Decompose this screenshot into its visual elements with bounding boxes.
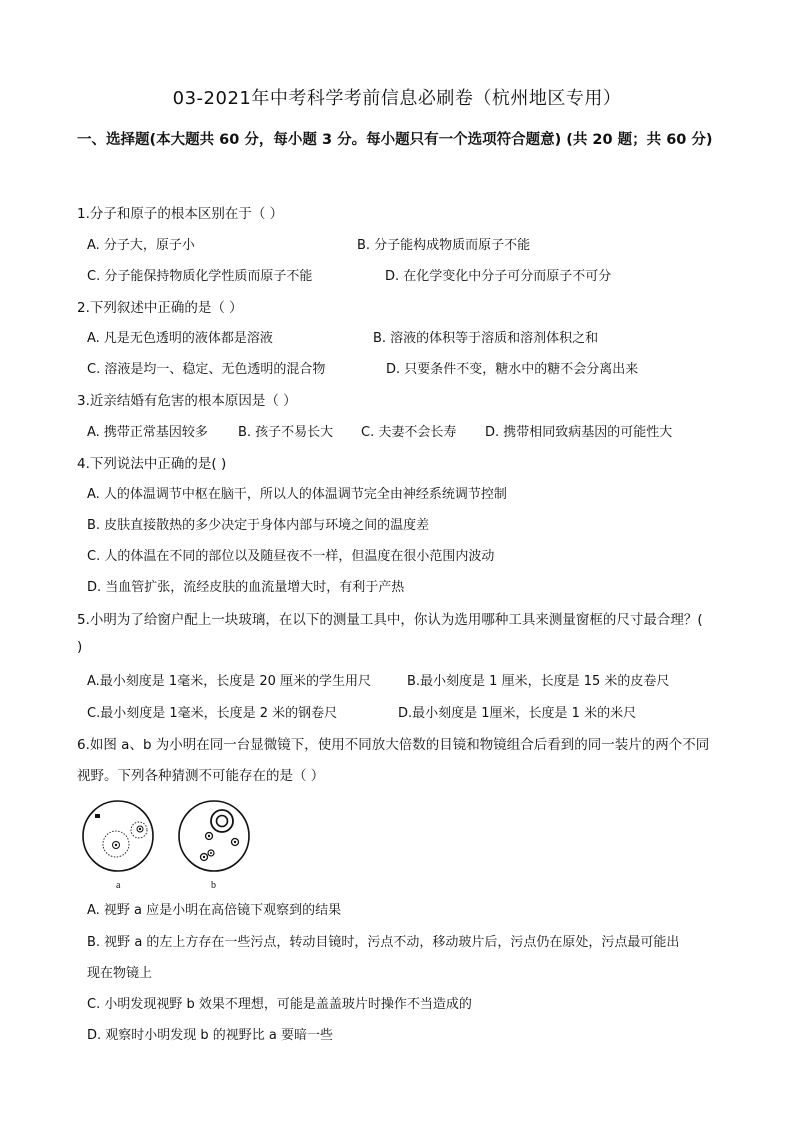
q6-option-a: A. 视野 a 应是小明在高倍镜下观察到的结果 [87,903,342,918]
field-a [83,801,153,871]
q5-option-a: A.最小刻度是 1毫米，长度是 20 厘米的学生用尺 [87,674,372,689]
q5-option-b: B.最小刻度是 1 厘米，长度是 15 米的皮卷尺 [407,674,670,689]
q6-option-b: B. 视野 a 的左上方存在一些污点，转动目镜时，污点不动，移动玻片后，污点仍在原处，污点最可能出 [87,935,680,950]
q2-option-b: B. 溶液的体积等于溶质和溶剂体积之和 [373,331,599,346]
question-1-stem: 1.分子和原子的根本区别在于（ ） [77,206,284,222]
q3-option-d: D. 携带相同致病基因的可能性大 [485,425,673,440]
question-4-stem: 4.下列说法中正确的是( ) [77,456,227,472]
question-6-stem-cont: 视野。下列各种猜测不可能存在的是（ ） [77,768,325,784]
field-b [179,801,249,871]
section-heading: 一、选择题(本大题共 60 分，每小题 3 分。每小题只有一个选项符合题意) (共 20 题；共 60 分) [77,132,713,148]
q5-option-c: C.最小刻度是 1毫米，长度是 2 米的钢卷尺 [87,706,338,721]
question-3-stem: 3.近亲结婚有危害的根本原因是（ ） [77,393,297,409]
q3-option-b: B. 孩子不易长大 [238,425,334,440]
q2-option-c: C. 溶液是均一、稳定、无色透明的混合物 [87,362,326,377]
label-a: a [116,880,121,891]
page-title: 03-2021年中考科学考前信息必刷卷（杭州地区专用） [172,88,622,109]
q3-option-c: C. 夫妻不会长寿 [361,425,457,440]
q3-option-a: A. 携带正常基因较多 [87,425,208,440]
q6-option-c: C. 小明发现视野 b 效果不理想，可能是盖盖玻片时操作不当造成的 [87,997,472,1012]
question-2-stem: 2.下列叙述中正确的是（ ） [77,300,243,316]
question-5-stem-cont: ) [77,639,83,655]
microscope-figure [78,800,278,892]
q1-option-a: A. 分子大，原子小 [87,238,195,253]
q4-option-d: D. 当血管扩张，流经皮肤的血流量增大时，有利于产热 [87,580,405,595]
q4-option-b: B. 皮肤直接散热的多少决定于身体内部与环境之间的温度差 [87,518,430,533]
question-6-stem: 6.如图 a、b 为小明在同一台显微镜下，使用不同放大倍数的目镜和物镜组合后看到的同一装片的两个不同 [77,737,710,753]
microscope-fields-svg [78,800,278,892]
question-5-stem: 5.小明为了给窗户配上一块玻璃，在以下的测量工具中，你认为选用哪种工具来测量窗框的尺寸最合理？( [77,612,703,628]
q4-option-c: C. 人的体温在不同的部位以及随昼夜不一样，但温度在很小范围内波动 [87,549,495,564]
q1-option-c: C. 分子能保持物质化学性质而原子不能 [87,269,313,284]
q4-option-a: A. 人的体温调节中枢在脑干，所以人的体温调节完全由神经系统调节控制 [87,487,507,502]
label-b: b [211,880,216,891]
q6-option-d: D. 观察时小明发现 b 的视野比 a 要暗一些 [87,1028,334,1043]
q1-option-b: B. 分子能构成物质而原子不能 [357,238,531,253]
q1-option-d: D. 在化学变化中分子可分而原子不可分 [385,269,612,284]
q5-option-d: D.最小刻度是 1厘米，长度是 1 米的米尺 [398,706,637,721]
q6-option-b-cont: 现在物镜上 [87,966,153,981]
q2-option-a: A. 凡是无色透明的液体都是溶液 [87,331,273,346]
q2-option-d: D. 只要条件不变，糖水中的糖不会分离出来 [386,362,639,377]
